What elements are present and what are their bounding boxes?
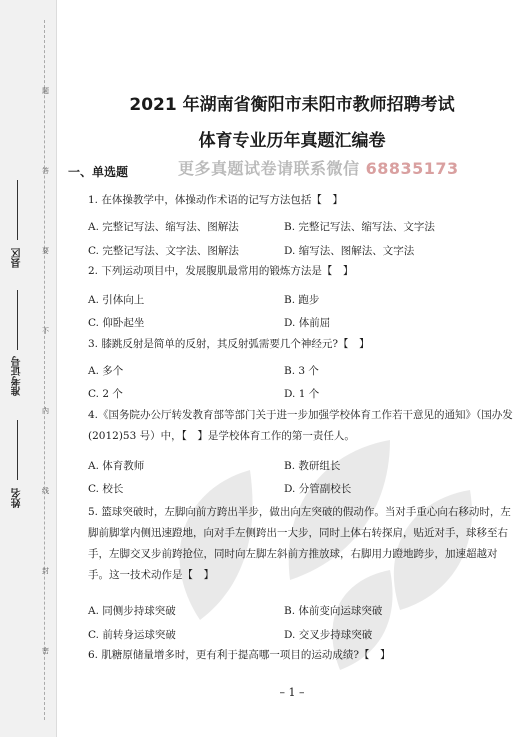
question-5: 5. 篮球突破时，左脚向前方跨出半步，做出向左突破的假动作。当对手重心向右移动时，左脚前脚掌内侧迅速蹬地，向对手左侧跨出一大步，同时上体右转探肩，贴近对手，球移至右手，左脚交叉步前跨抢位，同时向左脚左斜前方推放球，右脚用力蹬地跨步，加速超越对手。这一技术动作是【 】: [88, 506, 511, 581]
question-6: 6. 肌糖原储量增多时，更有利于提高哪一项目的运动成绩?【 】: [88, 649, 391, 661]
name-underline: [17, 420, 18, 480]
q4-option-a: A. 体育教师: [88, 460, 145, 472]
exam-id-underline: [17, 290, 18, 350]
q1-option-a: A. 完整记写法、缩写法、图解法: [88, 221, 239, 233]
exam-id-label: 准考证号: [12, 356, 23, 396]
seal-char: 要: [42, 247, 49, 255]
q2-option-b: B. 跑步: [284, 294, 320, 306]
seal-char: 密: [42, 647, 49, 655]
q1-option-c: C. 完整记写法、文字法、图解法: [88, 245, 239, 257]
county-label: 县区: [12, 248, 23, 268]
question-1: 1. 在体操教学中，体操动作术语的记写方法包括【 】: [88, 194, 343, 206]
contact-watermark: [178, 156, 459, 179]
seal-dashed-line: [44, 20, 45, 720]
exam-page: [60, 0, 524, 737]
q1-option-d: D. 缩写法、图解法、文字法: [284, 245, 415, 257]
county-underline: [17, 180, 18, 240]
q2-option-d: D. 体前屈: [284, 317, 331, 329]
q4-option-c: C. 校长: [88, 483, 124, 495]
seal-char: 答: [42, 167, 49, 175]
q5-option-b: B. 体前变向运球突破: [284, 605, 383, 617]
seal-char: 线: [42, 487, 49, 495]
page-number: – 1 –: [279, 686, 305, 699]
seal-char: 不: [42, 327, 49, 335]
q3-option-d: D. 1 个: [284, 388, 320, 400]
seal-char: 封: [42, 567, 49, 575]
q5-option-c: C. 前转身运球突破: [88, 629, 176, 641]
q2-option-a: A. 引体向上: [88, 294, 145, 306]
q5-option-d: D. 交叉步持球突破: [284, 629, 373, 641]
section-heading: 一、单选题: [68, 165, 129, 179]
exam-title: 2021 年湖南省衡阳市耒阳市教师招聘考试: [129, 95, 455, 115]
seal-char: 题: [42, 87, 49, 95]
question-3: 3. 膝跳反射是简单的反射，其反射弧需要几个神经元?【 】: [88, 338, 370, 350]
question-4: 4.《国务院办公厅转发教育部等部门关于进一步加强学校体育工作若干意见的通知》（国办发 (2012)53 号）中，【 】是学校体育工作的第一责任人。: [88, 409, 513, 442]
name-label: 姓名: [12, 488, 23, 508]
watermark-number: 68835173: [365, 159, 459, 178]
q1-option-b: B. 完整记写法、缩写法、文字法: [284, 221, 435, 233]
q4-option-d: D. 分管副校长: [284, 483, 352, 495]
seal-char: 内: [42, 407, 49, 415]
exam-subtitle: 体育专业历年真题汇编卷: [198, 131, 386, 151]
q2-option-c: C. 仰卧起坐: [88, 317, 145, 329]
binding-margin: [0, 0, 57, 737]
question-2: 2. 下列运动项目中，发展腹肌最常用的锻炼方法是【 】: [88, 265, 354, 277]
q3-option-a: A. 多个: [88, 365, 124, 377]
q3-option-b: B. 3 个: [284, 365, 319, 377]
q4-option-b: B. 教研组长: [284, 460, 341, 472]
q5-option-a: A. 同侧步持球突破: [88, 605, 176, 617]
watermark-text: 更多真题试卷请联系微信: [178, 159, 360, 178]
q3-option-c: C. 2 个: [88, 388, 123, 400]
